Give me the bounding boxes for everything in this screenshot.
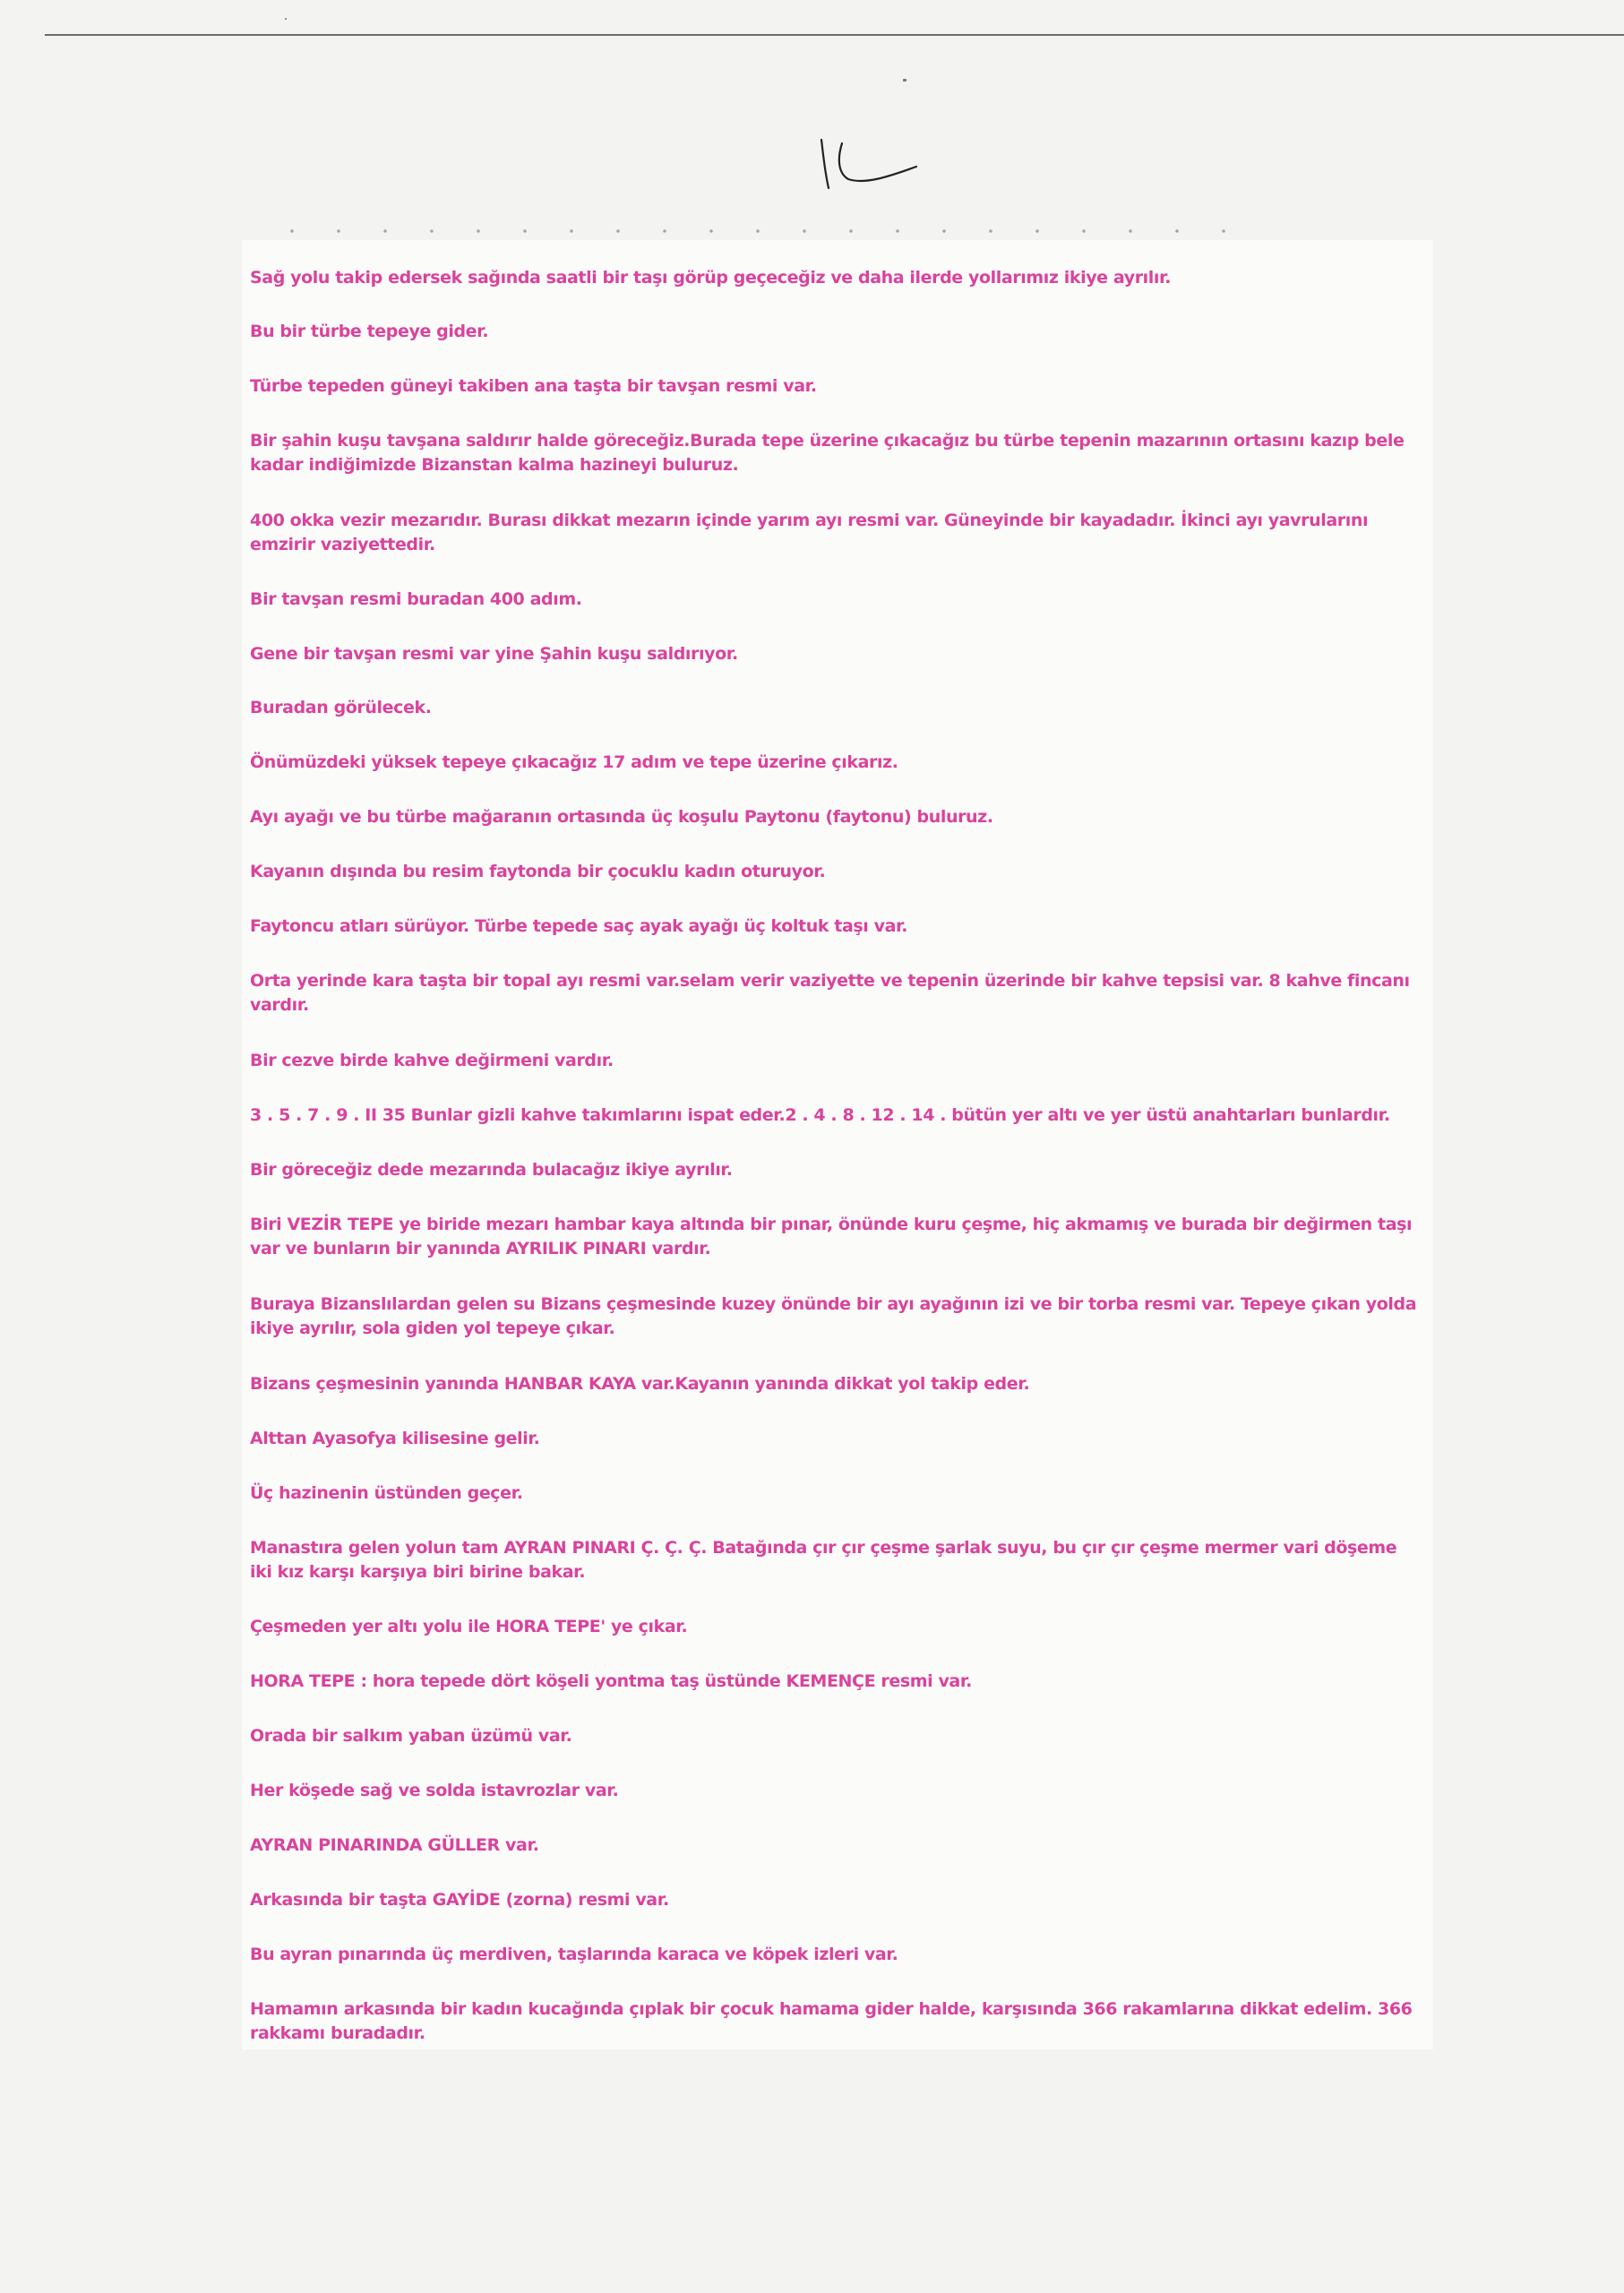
paragraph-2: Bu bir türbe tepeye gider. xyxy=(250,322,489,341)
paragraph-20: Alttan Ayasofya kilisesine gelir. xyxy=(250,1429,540,1448)
paragraph-16: Bir göreceğiz dede mezarında bulacağız ikiye ayrılır. xyxy=(250,1160,733,1180)
handwritten-page-mark xyxy=(811,133,927,204)
paragraph-26: Her köşede sağ ve solda istavrozlar var. xyxy=(250,1781,619,1800)
paragraph-10: Ayı ayağı ve bu türbe mağaranın ortasında üç koşulu Paytonu (faytonu) buluruz. xyxy=(250,807,993,827)
paragraph-30: Hamamın arkasında bir kadın kucağında çıplak bir çocuk hamama gider halde, karşısında 366 rakamlarına dikkat edelim. 366 rakkamı buradadır. xyxy=(250,1999,1413,2043)
paragraph-17: Biri VEZİR TEPE ye biride mezarı hambar kaya altında bir pınar, önünde kuru çeşme, hiç akmamış ve burada bir değirmen taşı var ve bunların bir yanında AYRILIK PINARI vardır. xyxy=(250,1215,1413,1258)
paragraph-8: Buradan görülecek. xyxy=(250,698,432,717)
paragraph-29: Bu ayran pınarında üç merdiven, taşlarında karaca ve köpek izleri var. xyxy=(250,1945,898,1964)
faded-dash-row xyxy=(269,228,1254,234)
paragraph-1: Sağ yolu takip edersek sağında saatli bir taşı görüp geçeceğiz ve daha ilerde yollarımız ikiye ayrılır. xyxy=(250,268,1172,288)
paragraph-18: Buraya Bizanslılardan gelen su Bizans çeşmesinde kuzey önünde bir ayı ayağının izi ve bir torba resmi var. Tepeye çıkan yolda ikiye ayrılır, sola giden yol tepeye çıkar. xyxy=(250,1294,1417,1338)
paragraph-23: Çeşmeden yer altı yolu ile HORA TEPE' ye çıkar. xyxy=(250,1617,688,1636)
paragraph-3: Türbe tepeden güneyi takiben ana taşta bir tavşan resmi var. xyxy=(250,376,817,396)
scan-speck xyxy=(285,18,287,20)
paragraph-9: Önümüzdeki yüksek tepeye çıkacağız 17 adım ve tepe üzerine çıkarız. xyxy=(250,752,898,772)
scan-top-edge-line xyxy=(45,34,1624,36)
paragraph-21: Üç hazinenin üstünden geçer. xyxy=(250,1483,523,1503)
paragraph-4: Bir şahin kuşu tavşana saldırır halde göreceğiz.Burada tepe üzerine çıkacağız bu türbe tepenin mazarının ortasını kazıp bele kadar indiğimizde Bizanstan kalma hazineyi buluruz. xyxy=(250,431,1405,475)
paragraph-22: Manastıra gelen yolun tam AYRAN PINARI Ç. Ç. Ç. Batağında çır çır çeşme şarlak suyu, bu çır çır çeşme mermer vari döşeme iki kız karşı karşıya biri birine bakar. xyxy=(250,1538,1397,1582)
paragraph-6: Bir tavşan resmi buradan 400 adım. xyxy=(250,589,582,609)
paragraph-5: 400 okka vezir mezarıdır. Burası dikkat mezarın içinde yarım ayı resmi var. Güneyinde bir kayadadır. İkinci ayı yavrularını emzirir vaziyettedir. xyxy=(250,511,1369,554)
paragraph-12: Faytoncu atları sürüyor. Türbe tepede saç ayak ayağı üç koltuk taşı var. xyxy=(250,916,908,936)
scan-speck xyxy=(903,79,907,82)
paragraph-15: 3 . 5 . 7 . 9 . II 35 Bunlar gizli kahve takımlarını ispat eder.2 . 4 . 8 . 12 . 14 . bütün yer altı ve yer üstü anahtarları bunlardır. xyxy=(250,1105,1390,1125)
paragraph-7: Gene bir tavşan resmi var yine Şahin kuşu saldırıyor. xyxy=(250,644,738,664)
paragraph-25: Orada bir salkım yaban üzümü var. xyxy=(250,1726,572,1746)
paragraph-27: AYRAN PINARINDA GÜLLER var. xyxy=(250,1835,539,1855)
paragraph-11: Kayanın dışında bu resim faytonda bir çocuklu kadın oturuyor. xyxy=(250,862,826,881)
paragraph-24: HORA TEPE : hora tepede dört köşeli yontma taş üstünde KEMENÇE resmi var. xyxy=(250,1671,972,1691)
paragraph-14: Bir cezve birde kahve değirmeni vardır. xyxy=(250,1051,614,1070)
paragraph-13: Orta yerinde kara taşta bir topal ayı resmi var.selam verir vaziyette ve tepenin üzerinde bir kahve tepsisi var. 8 kahve fincanı vardır. xyxy=(250,971,1410,1015)
paragraph-19: Bizans çeşmesinin yanında HANBAR KAYA var.Kayanın yanında dikkat yol takip eder. xyxy=(250,1374,1030,1394)
paragraph-28: Arkasında bir taşta GAYİDE (zorna) resmi var. xyxy=(250,1890,669,1910)
